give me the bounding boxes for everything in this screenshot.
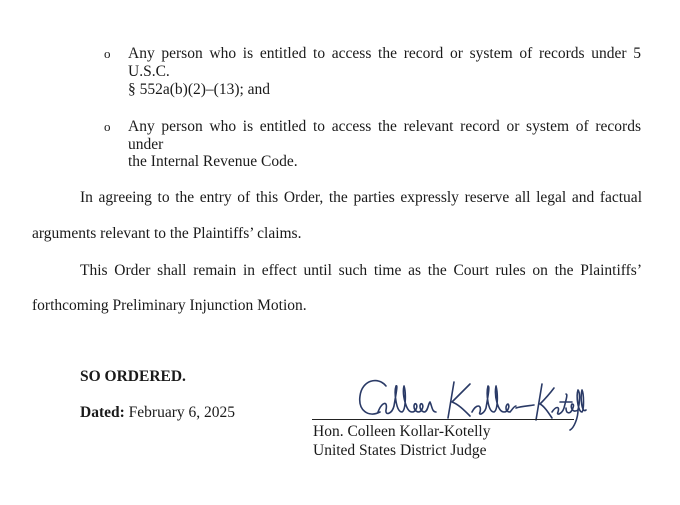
so-ordered: SO ORDERED. (80, 368, 186, 385)
judge-title: United States District Judge (313, 442, 487, 459)
paragraph-2-line-2: forthcoming Preliminary Injunction Motion. (32, 297, 307, 314)
dated-line (80, 404, 235, 422)
bullet-1-line-2: § 552a(b)(2)–(13); and (128, 81, 271, 98)
paragraph-2-line-1: This Order shall remain in effect until such time as the Court rules on the Plaintiffs’ (80, 262, 642, 279)
judge-name: Hon. Colleen Kollar-Kotelly (313, 423, 491, 440)
bullet-marker: o (104, 46, 111, 61)
paragraph-1-line-2: arguments relevant to the Plaintiffs’ claims. (32, 225, 302, 242)
dated-value: February 6, 2025 (128, 404, 235, 421)
dated-label: Dated: (80, 404, 125, 421)
bullet-2-line-1: Any person who is entitled to access the relevant record or system of records under (128, 118, 641, 153)
bullet-2-line-2: the Internal Revenue Code. (128, 153, 298, 170)
paragraph-1-line-1: In agreeing to the entry of this Order, the parties expressly reserve all legal and factual (80, 189, 642, 206)
bullet-marker: o (104, 119, 111, 134)
bullet-1-line-1: Any person who is entitled to access the record or system of records under 5 U.S.C. (128, 45, 641, 80)
signature-line (312, 419, 574, 420)
